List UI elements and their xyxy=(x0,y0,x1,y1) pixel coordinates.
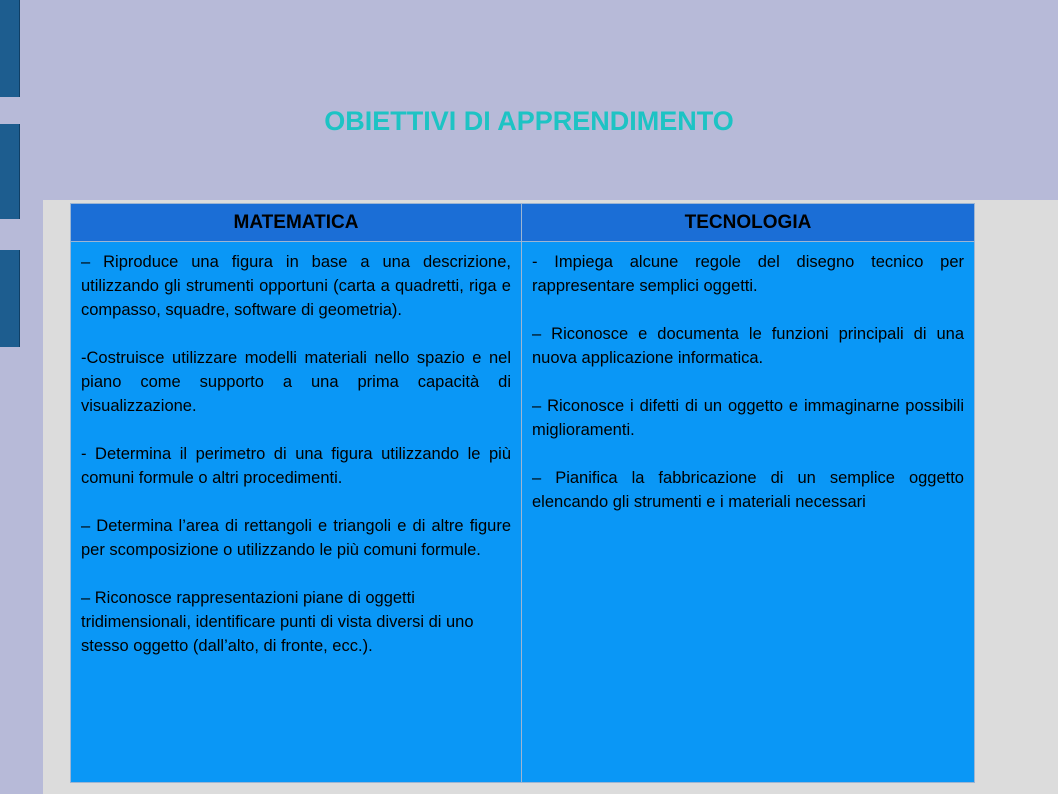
tecnologia-item: – Riconosce i difetti di un oggetto e immaginarne possibili miglioramenti. xyxy=(532,397,964,439)
table-header-row xyxy=(71,204,975,242)
tecnologia-item: – Riconosce e documenta le funzioni principali di una nuova applicazione informatica. xyxy=(532,325,964,367)
matematica-item: - Determina il perimetro di una figura utilizzando le più comuni formule o altri procedimenti. xyxy=(81,445,511,487)
matematica-item: – Riconosce rappresentazioni piane di oggetti tridimensionali, identificare punti di vista diversi di uno stesso oggetto (dall’alto, di fronte, ecc.). xyxy=(81,589,474,655)
tecnologia-cell xyxy=(522,242,975,783)
table-row xyxy=(71,242,975,783)
header-matematica: MATEMATICA xyxy=(71,204,522,242)
side-bar-top xyxy=(0,0,20,97)
objectives-table xyxy=(70,203,975,783)
tecnologia-item: – Pianifica la fabbricazione di un semplice oggetto elencando gli strumenti e i materiali necessari xyxy=(532,469,964,511)
matematica-item: – Determina l’area di rettangoli e triangoli e di altre figure per scomposizione o utilizzando le più comuni formule. xyxy=(81,517,511,559)
matematica-item: – Riproduce una figura in base a una descrizione, utilizzando gli strumenti opportuni (carta a quadretti, riga e compasso, squadre, software di geometria). xyxy=(81,253,511,319)
side-bar-middle xyxy=(0,124,20,219)
matematica-item: -Costruisce utilizzare modelli materiali nello spazio e nel piano come supporto a una prima capacità di visualizzazione. xyxy=(81,349,511,415)
header-tecnologia: TECNOLOGIA xyxy=(522,204,975,242)
slide-title: OBIETTIVI DI APPRENDIMENTO xyxy=(324,106,734,136)
matematica-cell xyxy=(71,242,522,783)
side-bar-bottom xyxy=(0,250,20,347)
tecnologia-item: - Impiega alcune regole del disegno tecnico per rappresentare semplici oggetti. xyxy=(532,253,964,295)
